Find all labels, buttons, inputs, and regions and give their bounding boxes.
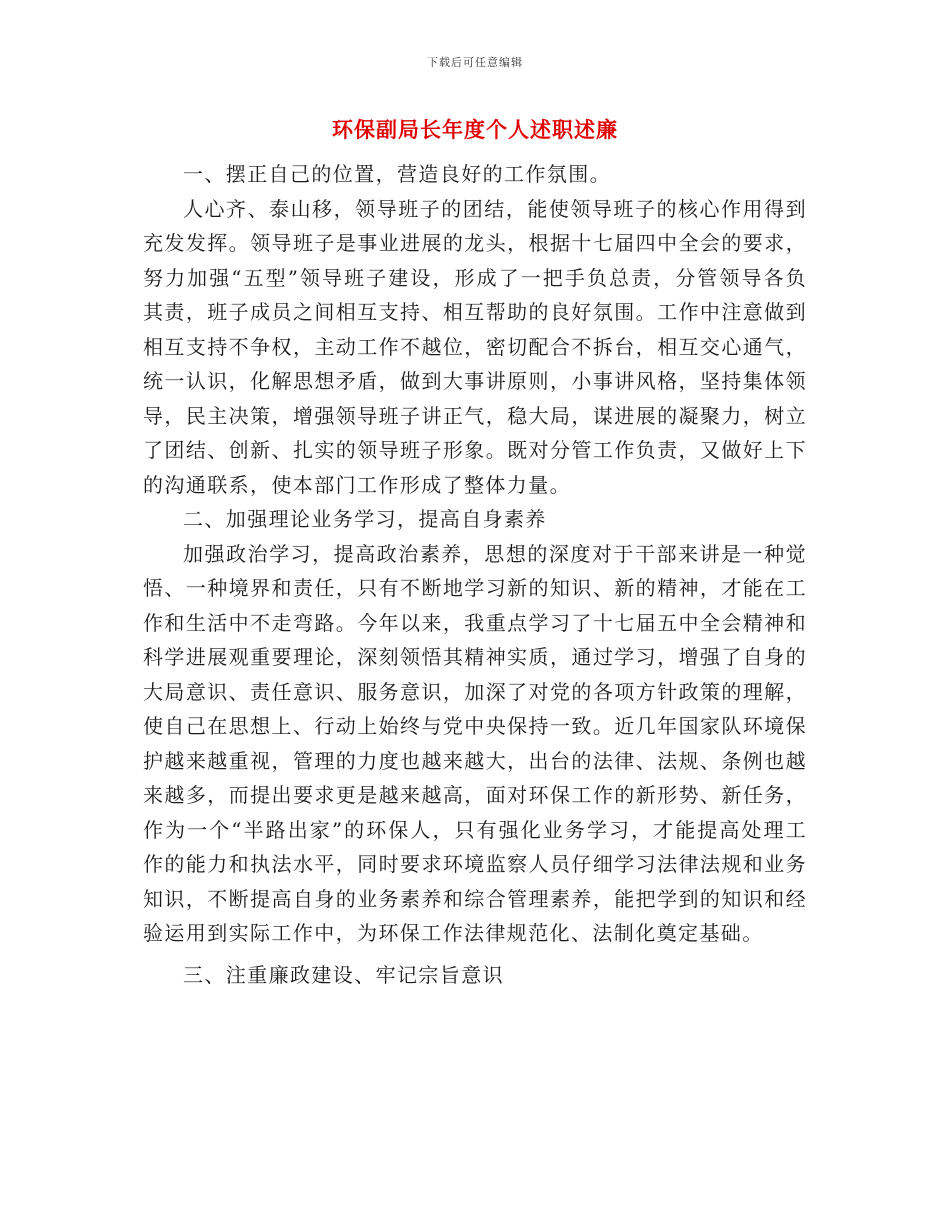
section-heading-3: 三、注重廉政建设、牢记宗旨意识 [183, 962, 504, 987]
section-heading-1: 一、摆正自己的位置，营造良好的工作氛围。 [183, 162, 611, 186]
section-paragraph-2: 加强政治学习，提高政治素养，思想的深度对于干部来讲是一种觉悟、一种境界和责任，只有不断地学习新的知识、新的精神，才能在工作和生活中不走弯路。今年以来，我重点学习了十七届五中全会精神和科学进展观重要理论，深刻领悟其精神实质，通过学习，增强了自身的大局意识、责任意识、服务意识，加深了对党的各项方针政策的理解，使自己在思想上、行动上始终与党中央保持一致。近几年国家队环境保护越来越重视，管理的力度也越来越大，出台的法律、法规、条例也越来越多，而提出要求更是越来越高，面对环保工作的新形势、新任务，作为一个“半路出家”的环保人，只有强化业务学习，才能提高处理工作的能力和执法水平，同时要求环境监察人员仔细学习法律法规和业务知识，不断提高自身的业务素养和综合管理素养，能把学到的知识和经验运用到实际工作中，为环保工作法律规范化、法制化奠定基础。 [143, 541, 807, 945]
section-heading-2: 二、加强理论业务学习，提高自身素养 [183, 507, 547, 531]
header-note: 下载后可任意编辑 [427, 56, 523, 69]
document-title: 环保副局长年度个人述职述廉 [332, 118, 618, 142]
document-body [143, 157, 807, 992]
section-paragraph-1: 人心齐、泰山移，领导班子的团结，能使领导班子的核心作用得到充发发挥。领导班子是事业进展的龙头，根据十七届四中全会的要求，努力加强“五型”领导班子建设，形成了一把手负总责，分管领导各负其责，班子成员之间相互支持、相互帮助的良好氛围。工作中注意做到相互支持不争权，主动工作不越位，密切配合不拆台，相互交心通气，统一认识，化解思想矛盾，做到大事讲原则，小事讲风格，坚持集体领导，民主决策，增强领导班子讲正气，稳大局，谋进展的凝聚力，树立了团结、创新、扎实的领导班子形象。既对分管工作负责，又做好上下的沟通联系，使本部门工作形成了整体力量。 [143, 196, 807, 497]
